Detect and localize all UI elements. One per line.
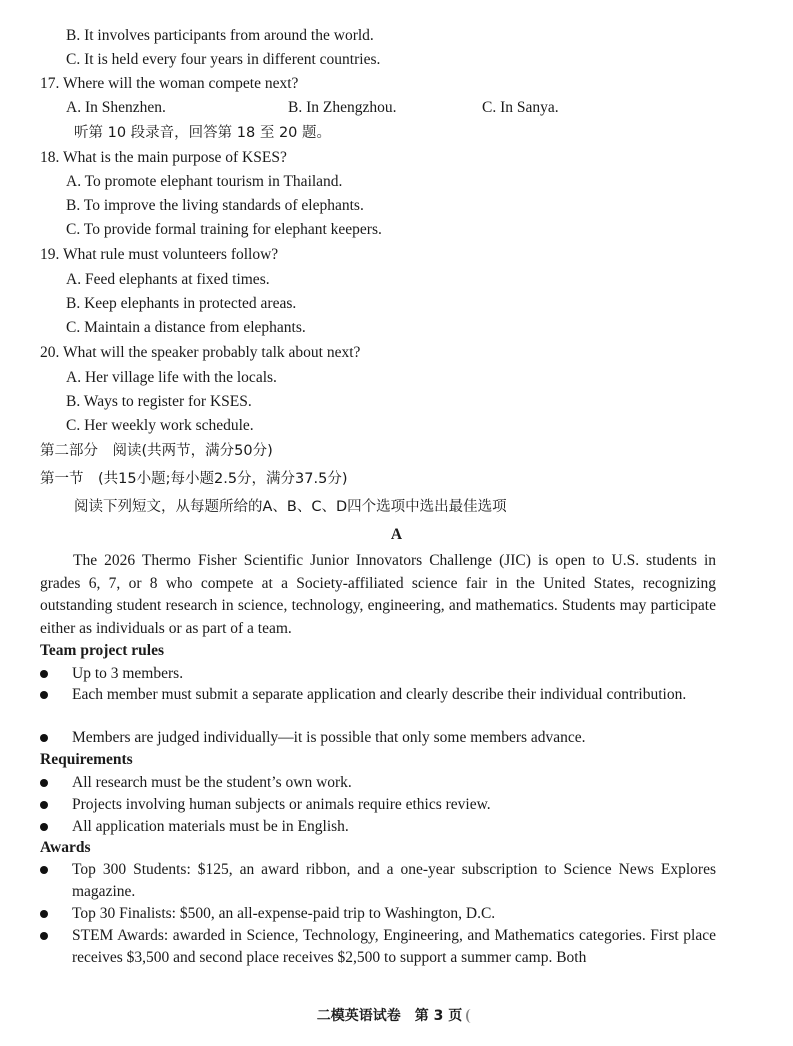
footer-text: 二模英语试卷 第 3 页	[316, 1008, 463, 1024]
q18-question: 18. What is the main purpose of KSES?	[40, 149, 287, 166]
team-rule-text: Members are judged individually—it is possible that only some members advance.	[72, 729, 586, 746]
requirement-text: Projects involving human subjects or animals require ethics review.	[72, 796, 491, 813]
bullet-icon	[40, 691, 48, 699]
team-rules-heading: Team project rules	[40, 642, 164, 659]
section10-instruction: 听第 10 段录音，回答第 18 至 20 题。	[74, 125, 332, 141]
part2-heading: 第二部分 阅读(共两节，满分50分)	[40, 443, 273, 459]
page-footer	[0, 1005, 793, 1025]
q17-option-c: C. In Sanya.	[482, 99, 559, 116]
q18-option-c: C. To provide formal training for elephant keepers.	[66, 221, 382, 238]
bullet-icon	[40, 932, 48, 940]
award-text: Top 300 Students: $125, an award ribbon, and a one-year subscription to Science News Explores magazine.	[72, 861, 716, 900]
bullet-icon	[40, 823, 48, 831]
bullet-icon	[40, 801, 48, 809]
q20-question: 20. What will the speaker probably talk about next?	[40, 344, 361, 361]
intro-paragraph: The 2026 Thermo Fisher Scientific Junior Innovators Challenge (JIC) is open to U.S. students in grades 6, 7, or 8 who compete at a Society-affiliated science fair in the United States, recognizing outstanding student research in science, technology, engineering, and mathematics. Students may participate either as individuals or as part of a team.	[40, 552, 716, 637]
q17-option-a: A. In Shenzhen.	[66, 99, 166, 116]
award-text: STEM Awards: awarded in Science, Technology, Engineering, and Mathematics categories. First place receives $3,500 and second place receives $2,500 to support a summer camp. Both	[72, 927, 716, 966]
bullet-icon	[40, 670, 48, 678]
requirement-text: All research must be the student’s own work.	[72, 774, 352, 791]
q20-option-b: B. Ways to register for KSES.	[66, 393, 252, 410]
q20-option-a: A. Her village life with the locals.	[66, 369, 277, 386]
bullet-icon	[40, 866, 48, 874]
q19-option-a: A. Feed elephants at fixed times.	[66, 271, 270, 288]
requirement-text: All application materials must be in English.	[72, 818, 349, 835]
q19-option-c: C. Maintain a distance from elephants.	[66, 319, 306, 336]
q18-option-a: A. To promote elephant tourism in Thailand.	[66, 173, 343, 190]
awards-heading: Awards	[40, 839, 91, 856]
q17-option-b: B. In Zhengzhou.	[288, 99, 397, 116]
page-curl-icon	[466, 1009, 476, 1023]
q19-option-b: B. Keep elephants in protected areas.	[66, 295, 297, 312]
team-rule-text: Up to 3 members.	[72, 665, 184, 682]
reading-instruction: 阅读下列短文，从每题所给的A、B、C、D四个选项中选出最佳选项	[74, 499, 507, 515]
bullet-icon	[40, 734, 48, 742]
bullet-icon	[40, 910, 48, 918]
award-text: Top 30 Finalists: $500, an all-expense-paid trip to Washington, D.C.	[72, 905, 496, 922]
q17-question: 17. Where will the woman compete next?	[40, 75, 299, 92]
q16-option-c: C. It is held every four years in different countries.	[66, 51, 381, 68]
section1-heading: 第一节 (共15小题;每小题2.5分，满分37.5分)	[40, 471, 348, 487]
q20-option-c: C. Her weekly work schedule.	[66, 417, 254, 434]
requirements-heading: Requirements	[40, 751, 133, 768]
team-rule-text: Each member must submit a separate application and clearly describe their individual contribution.	[72, 686, 687, 703]
bullet-icon	[40, 779, 48, 787]
passage-letter: A	[390, 526, 403, 543]
q19-question: 19. What rule must volunteers follow?	[40, 246, 279, 263]
q18-option-b: B. To improve the living standards of elephants.	[66, 197, 364, 214]
q16-option-b: B. It involves participants from around the world.	[66, 27, 374, 44]
